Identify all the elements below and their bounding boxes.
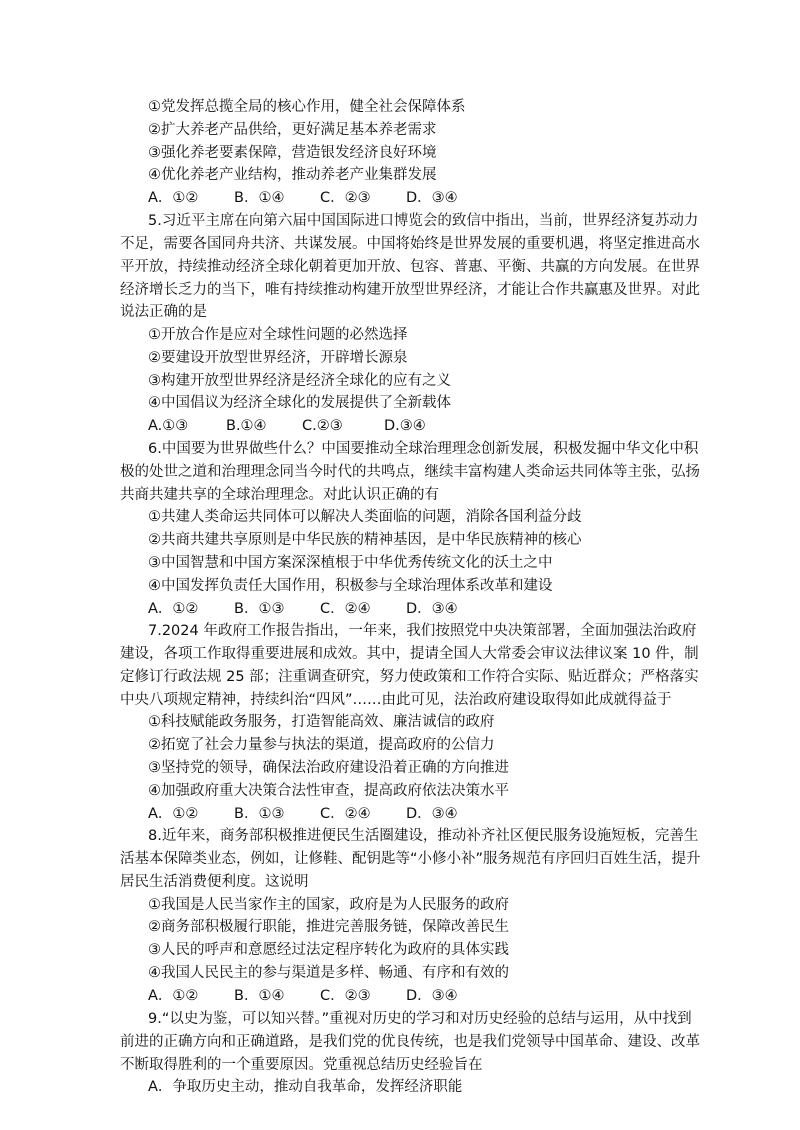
q5-option-1: ①开放合作是应对全球性问题的必然选择: [148, 327, 408, 343]
q6-stem-line: 极的处世之道和治理理念同当今时代的共鸣点，继续丰富构建人类命运共同体等主张，弘扬: [120, 464, 700, 480]
q8-answer-choices: [148, 985, 458, 1007]
q5-option-3: ③构建开放型世界经济是经济全球化的应有之义: [148, 373, 451, 389]
answer-choice: A．①②: [148, 988, 199, 1004]
q7-stem-line: 定修订行政法规 25 部；注重调查研究，努力使政策和工作符合实际、贴近群众；严格落实: [120, 669, 699, 685]
q7-option-3: ③坚持党的领导，确保法治政府建设沿着正确的方向推进: [148, 760, 509, 776]
answer-choice: A．①②: [148, 190, 199, 206]
answer-choice: D．③④: [406, 190, 458, 206]
q9-stem-line: 9.“以史为鉴，可以知兴替。”重视对历史的学习和对历史经验的总结与运用，从中找到: [148, 1011, 692, 1027]
answer-choice: D．③④: [406, 806, 458, 822]
q4-option-3: ③强化养老要素保障，营造银发经济良好环境: [148, 145, 437, 161]
q6-option-2: ②共商共建共享原则是中华民族的精神基因，是中华民族精神的核心: [148, 532, 582, 548]
answer-choice: C．②③: [320, 988, 371, 1004]
q7-stem-line: 中央八项规定精神，持续纠治“四风”……由此可见，法治政府建设取得如此成就得益于: [120, 692, 672, 708]
q5-option-2: ②要建设开放型世界经济，开辟增长源泉: [148, 350, 408, 366]
q6-option-3: ③中国智慧和中国方案深深植根于中华优秀传统文化的沃土之中: [148, 555, 553, 571]
q5-stem-line: 平开放，持续推动经济全球化朝着更加开放、包容、普惠、平衡、共赢的方向发展。在世界: [120, 259, 700, 275]
q5-answer-choices: [148, 415, 426, 437]
q8-stem-line: 8.近年来，商务部积极推进便民生活圈建设，推动补齐社区便民服务设施短板，完善生: [148, 828, 699, 844]
answer-choice: B．①③: [234, 806, 285, 822]
answer-choice: B.①④: [226, 418, 267, 434]
answer-choice: C．②④: [320, 601, 371, 617]
q8-option-2: ②商务部积极履行职能，推进完善服务链，保障改善民生: [148, 919, 509, 935]
answer-choice: B．①④: [234, 988, 285, 1004]
q7-option-2: ②拓宽了社会力量参与执法的渠道，提高政府的公信力: [148, 737, 495, 753]
q6-option-1: ①共建人类命运共同体可以解决人类面临的问题，消除各国利益分歧: [148, 509, 582, 525]
answer-choice: C．②③: [320, 190, 371, 206]
q5-stem-line: 说法正确的是: [120, 304, 207, 320]
q4-option-4: ④优化养老产业结构，推动养老产业集群发展: [148, 167, 437, 183]
answer-choice: B．①③: [234, 601, 285, 617]
q7-stem-line: 7.2024 年政府工作报告指出，一年来，我们按照党中央决策部署，全面加强法治政府: [148, 623, 697, 639]
answer-choice: C.②③: [302, 418, 343, 434]
answer-choice: C．②④: [320, 806, 371, 822]
q5-stem-line: 经济增长乏力的当下，唯有持续推动构建开放型世界经济，才能让合作共赢惠及世界。对此: [120, 282, 700, 298]
q5-stem-line: 5.习近平主席在向第六届中国国际进口博览会的致信中指出，当前，世界经济复苏动力: [148, 213, 699, 229]
q8-option-3: ③人民的呼声和意愿经过法定程序转化为政府的具体实践: [148, 942, 509, 958]
q9-stem-line: 不断取得胜利的一个重要原因。党重视总结历史经验旨在: [120, 1057, 483, 1073]
q6-answer-choices: [148, 598, 458, 620]
q6-option-4: ④中国发挥负责任大国作用，积极参与全球治理体系改革和建设: [148, 578, 553, 594]
q9-stem-line: 前进的正确方向和正确道路，是我们党的优良传统，也是我们党领导中国革命、建设、改革: [120, 1034, 700, 1050]
answer-choice: B．①④: [234, 190, 285, 206]
q8-stem-line: 居民生活消费便利度。这说明: [120, 874, 309, 890]
q7-option-4: ④加强政府重大决策合法性审查，提高政府依法决策水平: [148, 783, 509, 799]
q6-stem-line: 6.中国要为世界做些什么？中国要推动全球治理理念创新发展，积极发掘中华文化中积: [148, 441, 699, 457]
q8-option-4: ④我国人民民主的参与渠道是多样、畅通、有序和有效的: [148, 965, 509, 981]
answer-choice: A．①②: [148, 806, 199, 822]
answer-choice: D．③④: [406, 988, 458, 1004]
answer-choice: A．①②: [148, 601, 199, 617]
q4-answer-choices: [148, 187, 458, 209]
q7-option-1: ①科技赋能政务服务，打造智能高效、廉洁诚信的政府: [148, 714, 495, 730]
answer-choice: A.①③: [148, 418, 189, 434]
q4-option-1: ①党发挥总揽全局的核心作用，健全社会保障体系: [148, 99, 466, 115]
q7-stem-line: 建设，各项工作取得重要进展和成效。其中，提请全国人大常委会审议法律议案 10 件，制: [120, 646, 699, 662]
answer-choice: D．③④: [406, 601, 458, 617]
q4-option-2: ②扩大养老产品供给，更好满足基本养老需求: [148, 122, 437, 138]
q6-stem-line: 共商共建共享的全球治理理念。对此认识正确的有: [120, 487, 439, 503]
q9-option-a: A．争取历史主动，推动自我革命，发挥经济职能: [148, 1079, 463, 1095]
q7-answer-choices: [148, 803, 458, 825]
q5-option-4: ④中国倡议为经济全球化的发展提供了全新载体: [148, 395, 451, 411]
q5-stem-line: 不足，需要各国同舟共济、共谋发展。中国将始终是世界发展的重要机遇，将坚定推进高水: [120, 236, 700, 252]
q8-option-1: ①我国是人民当家作主的国家，政府是为人民服务的政府: [148, 897, 509, 913]
answer-choice: D.③④: [384, 418, 426, 434]
q8-stem-line: 活基本保障类业态，例如，让修鞋、配钥匙等“小修小补”服务规范有序回归百姓生活，提升: [120, 851, 701, 867]
